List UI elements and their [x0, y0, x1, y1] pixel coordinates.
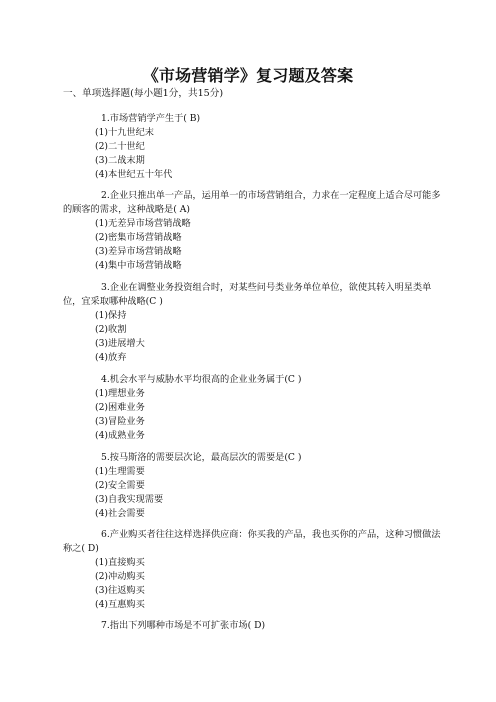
- question-option: (2)安全需要: [95, 480, 145, 491]
- question-option: (3)二战末期: [95, 155, 145, 166]
- question-2: [63, 189, 443, 273]
- question-1: [63, 112, 443, 182]
- question-option: (1)直接购买: [95, 557, 145, 568]
- document-title: 《市场营销学》复习题及答案: [142, 66, 354, 85]
- question-stem: 1.市场营销学产生于( B): [101, 113, 201, 124]
- question-option: (2)密集市场营销战略: [95, 232, 182, 243]
- question-option: (4)本世纪五十年代: [95, 169, 173, 180]
- question-option: (4)放弃: [95, 352, 127, 363]
- question-option: (4)成熟业务: [95, 430, 145, 441]
- question-option: (3)冒险业务: [95, 416, 145, 427]
- question-stem: 7.指出下列哪种市场是不可扩张市场( D): [101, 620, 266, 631]
- question-stem: 6.产业购买者往往这样选择供应商：你买我的产品，我也买你的产品，这种习惯做法称之( D): [63, 529, 441, 554]
- question-6: [63, 528, 443, 612]
- question-option: (2)困难业务: [95, 402, 145, 413]
- question-stem: 4.机会水平与威胁水平均很高的企业业务属于(C ): [101, 374, 302, 385]
- question-4: [63, 373, 443, 443]
- question-option: (3)差异市场营销战略: [95, 246, 182, 257]
- question-option: (2)二十世纪: [95, 141, 145, 152]
- question-3: [63, 281, 443, 365]
- question-5: [63, 451, 443, 521]
- question-option: (2)冲动购买: [95, 571, 145, 582]
- question-option: (3)自我实现需要: [95, 494, 164, 505]
- section-heading: 一、单项选择题(每小题1分，共15分): [63, 88, 224, 99]
- question-option: (3)往返购买: [95, 585, 145, 596]
- question-option: (4)社会需要: [95, 508, 145, 519]
- question-stem: 3.企业在调整业务投资组合时，对某些问号类业务单位单位，欲使其转入明星类单位，宜采取哪种战略(C ): [63, 282, 432, 307]
- question-option: (4)集中市场营销战略: [95, 260, 182, 271]
- question-option: (2)收割: [95, 324, 127, 335]
- question-option: (1)保持: [95, 310, 127, 321]
- question-option: (3)进展增大: [95, 338, 145, 349]
- question-option: (1)生理需要: [95, 466, 145, 477]
- question-option: (1)理想业务: [95, 388, 145, 399]
- question-option: (1)无差异市场营销战略: [95, 218, 191, 229]
- question-option: (1)十九世纪末: [95, 127, 154, 138]
- question-7: [63, 619, 443, 633]
- question-stem: 5.按马斯洛的需要层次论，最高层次的需要是(C ): [101, 452, 302, 463]
- question-option: (4)互惠购买: [95, 599, 145, 610]
- question-stem: 2.企业只推出单一产品，运用单一的市场营销组合，力求在一定程度上适合尽可能多的顾客的需求，这种战略是( A): [63, 190, 441, 215]
